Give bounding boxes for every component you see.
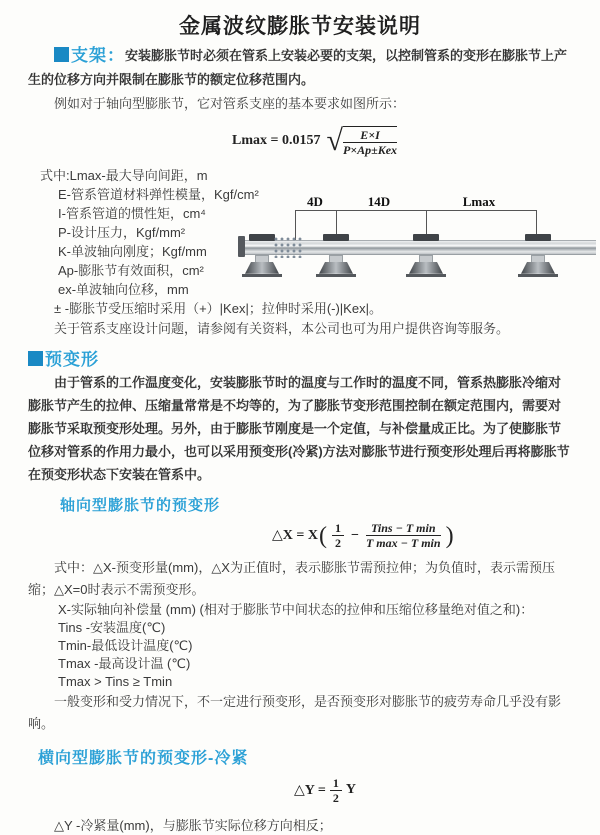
support-stem: [419, 255, 433, 262]
axial-formula-lhs: △X = X: [272, 528, 318, 544]
lateral-formula-fraction: [330, 776, 342, 806]
support-stem: [329, 255, 343, 262]
pipe-support: [316, 234, 356, 284]
support-intro-paragraph: [28, 44, 572, 92]
axial-definitions-block: [28, 557, 572, 735]
lateral-note-line: △Y -冷紧量(mm)，与膨胀节实际位移方向相反；: [54, 818, 332, 834]
support-clamp: [413, 234, 439, 241]
dimension-line: [295, 210, 536, 211]
definition-line: E-管系管道材料弹性模量，Kgf/cm²: [58, 186, 259, 202]
lmax-formula-numerator: E×I: [343, 128, 397, 143]
lmax-formula: [232, 124, 572, 158]
preform-section-heading-row: [28, 349, 572, 371]
axial-note-line: 一般变形和受力情况下，不一定进行预变形，是否预变形对膨胀节的疲劳寿命几乎没有影响。: [28, 693, 562, 731]
definition-line: Ap-膨胀节有效面积，cm²: [58, 262, 204, 278]
support-base: [518, 274, 558, 277]
support-pedestal: [319, 262, 353, 274]
support-base: [316, 274, 356, 277]
formula-definitions-block: [28, 166, 572, 339]
section-square-icon: [28, 351, 43, 366]
consult-note: 关于管系支座设计问题，请参阅有关资料，本公司也可为用户提供咨询等服务。: [54, 320, 510, 336]
preform-body-paragraph: 由于管系的工作温度变化，安装膨胀节时的温度与工作时的温度不同，管系热膨胀冷缩对膨胀节产生的拉伸、压缩量常常是不均等的，为了膨胀节变形范围控制在额定范围内，需要对膨胀节采取预变形处理。另外，由于膨胀节刚度是一个定值，与补偿量成正比。为了使膨胀节位移对管系的作用力最小，也可以采用预变形(冷紧)方法对膨胀节进行预变形处理后再将膨胀节在预变形状态下安装在管系中。: [28, 374, 570, 482]
dim-label-4d: 4D: [307, 193, 323, 209]
half-denominator: 2: [334, 536, 341, 551]
support-pedestal: [521, 262, 555, 274]
support-pedestal: [245, 262, 279, 274]
support-spacing-diagram: [238, 194, 596, 290]
pipe-support: [518, 234, 558, 284]
support-stem: [531, 255, 545, 262]
plusminus-note: ± -膨胀节受压缩时采用（+）|Kex|；拉伸时采用(-)|Kex|。: [54, 300, 382, 316]
support-pedestal: [409, 262, 443, 274]
axial-x-line: X-实际轴向补偿量 (mm) (相对于膨胀节中间状态的拉伸和压缩位移量绝对值之和)：: [58, 601, 534, 617]
axial-subheading: 轴向型膨胀节的预变形: [60, 496, 221, 514]
lateral-formula: [294, 776, 572, 806]
bellows-expansion-joint-icon: [272, 235, 302, 258]
lmax-formula-prefix: Lmax = 0.0157: [232, 132, 321, 148]
axial-tins-line: Tins -安装温度(℃): [58, 619, 166, 635]
lateral-formula-lhs: △Y =: [294, 782, 326, 798]
lmax-formula-radicand: [343, 126, 397, 158]
support-clamp: [323, 234, 349, 241]
definition-line: P-设计压力，Kgf/mm²: [58, 224, 186, 240]
support-base: [406, 274, 446, 277]
temp-denominator: T max − T min: [365, 536, 441, 551]
axial-formula: [272, 521, 572, 551]
section-square-icon: [54, 47, 69, 62]
where-line: 式中:Lmax-最大导向间距，m: [40, 167, 208, 183]
support-clamp: [525, 234, 551, 241]
axial-formula-open-paren: (: [318, 522, 327, 549]
pipe-support: [406, 234, 446, 284]
lmax-formula-denominator: P×Ap±Kex: [342, 143, 398, 158]
axial-inequality-line: Tmax > Tins ≥ Tmin: [58, 673, 173, 689]
pipe-end-anchor: [238, 236, 245, 257]
support-stem: [255, 255, 269, 262]
temp-numerator: Tins − T min: [366, 521, 441, 536]
definition-line: K-单波轴向刚度；Kgf/mm: [58, 243, 207, 259]
axial-formula-temp-fraction: [366, 521, 441, 551]
support-base: [242, 274, 282, 277]
definition-line: I-管系管道的惯性矩，cm⁴: [58, 205, 206, 221]
lateral-denominator: 2: [332, 790, 339, 805]
lateral-formula-rhs: Y: [345, 782, 356, 798]
support-intro-text: 安装膨胀节时必须在管系上安装必要的支架，以控制管系的变形在膨胀节上产生的位移方向并限制在膨胀节的额定位移范围内。: [28, 48, 568, 87]
axial-tmin-line: Tmin-最低设计温度(℃): [58, 637, 193, 653]
definition-line: ex-单波轴向位移，mm: [58, 281, 189, 297]
dim-label-lmax: Lmax: [462, 193, 496, 209]
lateral-subheading: 横向型膨胀节的预变形-冷紧: [38, 749, 249, 767]
sqrt-radical-icon: √: [326, 123, 343, 157]
document-page: [0, 10, 600, 835]
page-title: 金属波纹膨胀节安装说明: [179, 15, 421, 38]
support-section-heading: 支架：: [71, 46, 125, 65]
axial-formula-close-paren: ): [445, 522, 454, 549]
half-numerator: 1: [332, 521, 344, 536]
lateral-numerator: 1: [330, 776, 342, 791]
axial-tmax-line: Tmax -最高设计温 (℃): [58, 655, 191, 671]
support-example-line: 例如对于轴向型膨胀节，它对管系支座的基本要求如图所示：: [54, 96, 406, 111]
axial-where-paragraph: 式中：△X-预变形量(mm)，△X为正值时，表示膨胀节需预拉伸；为负值时，表示需预压缩；△X=0时表示不需预变形。: [28, 559, 555, 597]
preform-section-heading: 预变形: [45, 349, 99, 369]
axial-formula-minus: −: [350, 527, 359, 543]
dim-label-14d: 14D: [367, 193, 391, 209]
axial-formula-half-fraction: [332, 521, 344, 551]
